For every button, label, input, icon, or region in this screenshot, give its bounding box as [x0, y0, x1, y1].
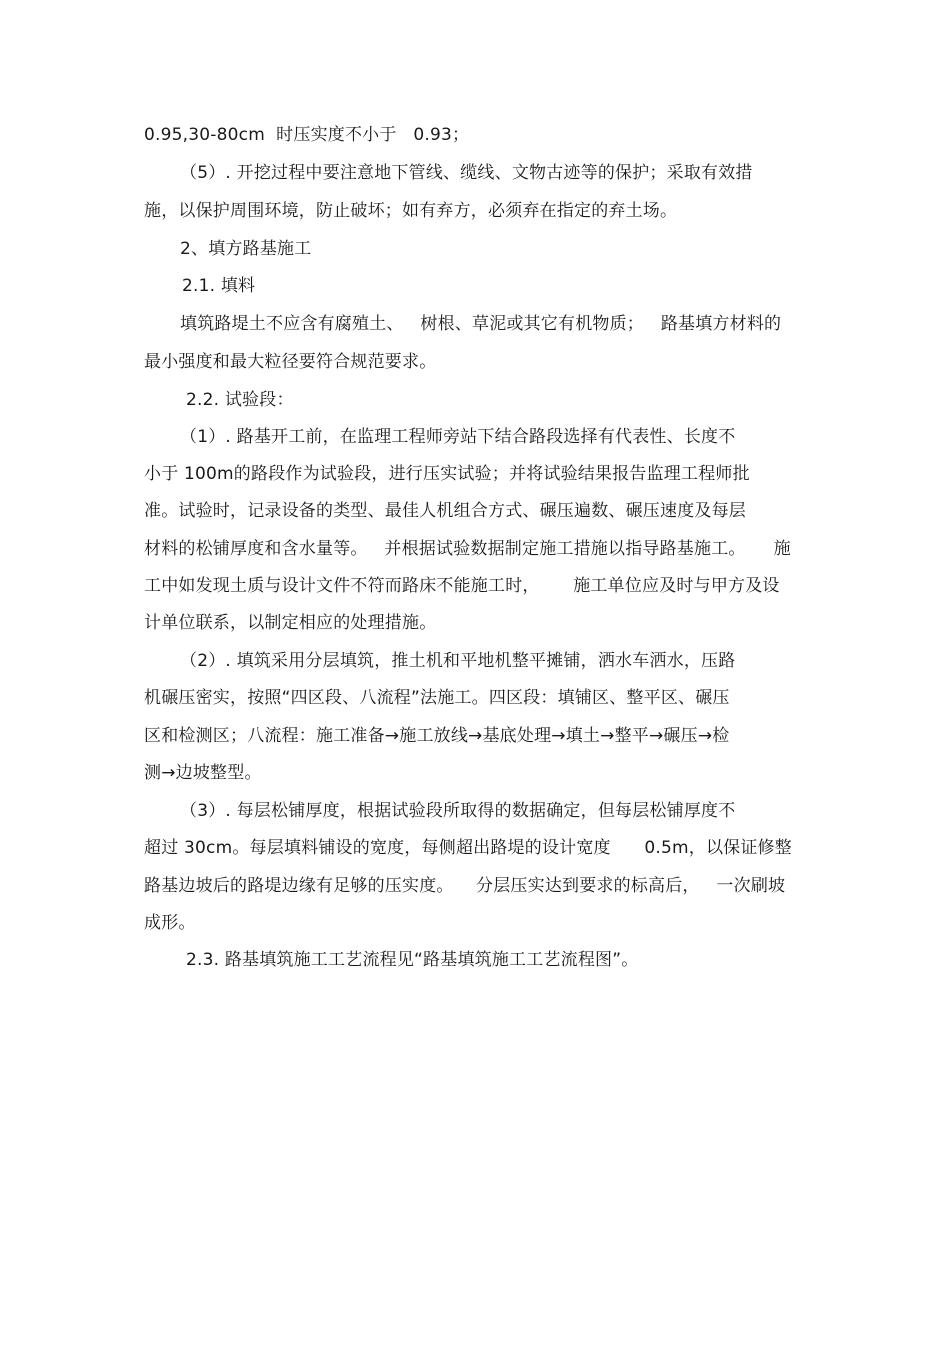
text-line: 材料的松铺厚度和含水量等。 并根据试验数据制定施工措施以指导路基施工。 施 — [144, 539, 791, 559]
text-line: （1）. 路基开工前，在监理工程师旁站下结合路段选择有代表性、长度不 — [180, 427, 736, 447]
section-heading: 2、填方路基施工 — [180, 239, 312, 259]
text-line: 计单位联系，以制定相应的处理措施。 — [144, 613, 437, 633]
text-line: 工中如发现土质与设计文件不符而路床不能施工时， 施工单位应及时与甲方及设 — [144, 576, 780, 596]
text-line: 0.95,30-80cm 时压实度不小于 0.93； — [144, 125, 470, 145]
text-line: （5）. 开挖过程中要注意地下管线、缆线、文物古迹等的保护；采取有效措 — [180, 163, 753, 183]
subsection-heading: 2.2. 试验段： — [186, 390, 294, 410]
subsection-heading: 2.1. 填料 — [182, 276, 256, 296]
text-line: 最小强度和最大粒径要符合规范要求。 — [144, 352, 437, 372]
text-line: 区和检测区；八流程：施工准备→施工放线→基底处理→填土→整平→碾压→检 — [144, 726, 730, 746]
text-line: 超过 30cm。每层填料铺设的宽度，每侧超出路堤的设计宽度 0.5m，以保证修整 — [144, 838, 792, 858]
text-line: 2.3. 路基填筑施工工艺流程见“路基填筑施工工艺流程图”。 — [186, 950, 639, 970]
text-line: 测→边坡整型。 — [144, 763, 262, 783]
text-line: 小于 100m的路段作为试验段，进行压实试验；并将试验结果报告监理工程师批 — [144, 464, 750, 484]
text-line: 路基边坡后的路堤边缘有足够的压实度。 分层压实达到要求的标高后， 一次刷坡 — [144, 876, 786, 896]
text-line: （2）. 填筑采用分层填筑，推土机和平地机整平摊铺，洒水车洒水，压路 — [180, 651, 736, 671]
text-line: 机碾压密实，按照“四区段、八流程”法施工。四区段：填铺区、整平区、碾压 — [144, 688, 730, 708]
text-line: 施，以保护周围环境，防止破坏；如有弃方，必须弃在指定的弃土场。 — [144, 201, 678, 221]
text-line: （3）. 每层松铺厚度，根据试验段所取得的数据确定，但每层松铺厚度不 — [180, 801, 736, 821]
text-line: 准。试验时，记录设备的类型、最佳人机组合方式、碾压遍数、碾压速度及每层 — [144, 501, 746, 521]
text-line: 填筑路堤土不应含有腐殖土、 树根、草泥或其它有机物质； 路基填方材料的 — [180, 314, 782, 334]
text-line: 成形。 — [144, 913, 196, 933]
